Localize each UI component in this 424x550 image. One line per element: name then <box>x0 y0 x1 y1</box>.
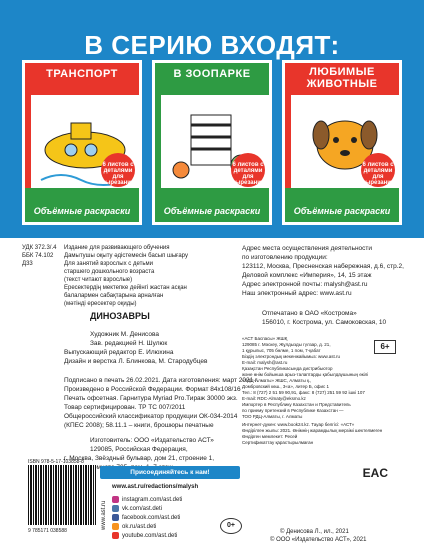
credit-line: Выпускающий редактор Е. Илюхина <box>64 349 174 356</box>
barcode-bars <box>28 465 96 525</box>
kz-line: Сертификаттау қарастырылмаған <box>242 440 314 445</box>
address-line: по изготовлению продукции: <box>242 254 328 261</box>
social-link-text: vk.com/ast.deti <box>122 506 163 513</box>
desc-line: старшего дошкольного возраста <box>64 269 155 275</box>
badge: 6 листов с деталями для вырезания <box>231 153 265 187</box>
desc-line: Издание для развивающего обучения <box>64 245 170 251</box>
series-name: Объёмные раскраски <box>293 206 391 216</box>
address-line: Адрес электронной почты: malysh@ast.ru <box>242 281 368 288</box>
maker-line: Изготовитель: ООО «Издательство АСТ» <box>90 437 214 444</box>
print-line: Произведено в Российской Федерации. Формат 84x108/16 <box>64 386 241 393</box>
credit-line: Зав. редакцией Н. Шулюк <box>90 340 168 347</box>
book-title: В ЗООПАРКЕ <box>173 68 251 80</box>
kz-line: және өнім бойынша арыз-талаптарды қабылдаушының өкілі <box>242 372 369 377</box>
credit-line: Дизайн и верстка Л. Блинкова, М. Стародубцев <box>64 358 208 365</box>
badge: 6 листов с деталями для вырезания <box>101 153 135 187</box>
print-line: (КПЕС 2008); 58.11.1 – книги, брошюры печатные <box>64 422 214 429</box>
social-link-ok[interactable] <box>112 523 156 530</box>
desc-line: Ересектердің мектепке дейінгі жастан асқан <box>64 285 187 291</box>
address-line: Наш электронный адрес: www.ast.ru <box>242 290 352 297</box>
book-cover-transport <box>22 60 142 225</box>
youtube-icon <box>112 532 119 539</box>
kz-line: 1 құрылыс, 705 бөлме, 1 пом, 7-қабат <box>242 348 321 353</box>
kz-line: Өндірілген жылы: 2021. Өнімнің жарамдылық мерзімі шектелмеген <box>242 428 383 433</box>
kz-line: 129085 г. Мәскеу, Жұлдызды гүлзар, д. 21, <box>242 342 331 347</box>
bbk: ББК 74.102 <box>22 253 54 259</box>
desc-line: балалармен сабақтарына арналған <box>64 293 164 299</box>
udk: УДК 372.3/.4 <box>22 245 57 251</box>
kz-line: Импортер в Республику Казахстан и Представитель <box>242 402 351 407</box>
social-link-text: instagram.com/ast.deti <box>122 497 183 504</box>
age-zero-badge: 0+ <box>220 518 242 534</box>
copyright-line: © ООО «Издательство АСТ», 2021 <box>270 537 367 543</box>
kz-line: Біздің электрондық мекенжайымыз: www.ast.ru <box>242 354 341 359</box>
kz-line: Тел.: 8 (727) 2 51 59 90,91, факс: 8 (727) 251 59 92 ішкі 107 <box>242 390 365 395</box>
instagram-icon <box>112 496 119 503</box>
kz-line: Домбровский көш., 3«а», литер Б, офис 1 <box>242 384 329 389</box>
book-title-main: ДИНОЗАВРЫ <box>90 311 150 321</box>
badge: 6 листов с деталями для вырезания <box>361 153 395 187</box>
address-line: 123112, Москва, Пресненская набережная, д.6, стр.2, <box>242 263 404 270</box>
kz-line: E-mail: malysh@ast.ru <box>242 360 288 365</box>
kz-line: Өндірген мемлекет: Ресей <box>242 434 298 439</box>
maker-line: 129085, Российская Федерация, <box>90 446 188 453</box>
facebook-icon <box>112 514 119 521</box>
kz-line: «АСТ Баспасы» ЖШҚ <box>242 336 288 341</box>
barcode <box>28 465 96 535</box>
social-link-facebook[interactable] <box>112 514 180 521</box>
series-heading: В СЕРИЮ ВХОДЯТ: <box>84 30 340 60</box>
series-name: Объёмные раскраски <box>163 206 261 216</box>
series-name: Объёмные раскраски <box>33 206 131 216</box>
address-line: Адрес места осуществления деятельности <box>242 245 373 252</box>
address-line: Деловой комплекс «Империя», 14, 15 этаж <box>242 272 372 279</box>
print-line: Подписано в печать 26.02.2021. Дата изготовления: март 2021 г. <box>64 377 259 384</box>
print-line: Товар сертифицирован. ТР ТС 007/2011 <box>64 404 186 411</box>
desc-line: Для занятий взрослых с детьми <box>64 261 153 267</box>
kz-line: «РДЦ-Алматы» ЖШС, Алматы қ., <box>242 378 312 383</box>
isbn: ISBN 978-5-17-103858-8 <box>28 459 84 465</box>
book-footer <box>25 188 139 222</box>
ok-icon <box>112 523 119 530</box>
copyright-line: © Денисова Л., ил., 2021 <box>280 529 349 535</box>
book-title: ЛЮБИМЫЕ ЖИВОТНЫЕ <box>306 66 378 90</box>
publisher-url[interactable]: www.ast.ru/redactions/malysh <box>112 484 199 490</box>
social-link-instagram[interactable] <box>112 496 182 503</box>
eac-mark: EAC <box>362 466 388 480</box>
join-us-banner: Присоединяйтесь к нам! <box>100 466 240 479</box>
social-link-youtube[interactable] <box>112 532 177 539</box>
vertical-url: www.ast.ru <box>101 500 107 530</box>
book-footer <box>285 188 399 222</box>
maker-line: г. Москва, Звёздный бульвар, дом 21, строение 1, <box>64 455 215 462</box>
social-link-text: facebook.com/ast.deti <box>122 515 181 522</box>
desc-line: Дамытушы оқыту әдістемесін басып шығару <box>64 253 188 259</box>
print-line: Печать офсетная. Гарнитура Myriad Pro.Тираж 30000 экз. <box>64 395 238 402</box>
age-rating-badge: 6+ <box>374 340 396 354</box>
desc-line: (текст читают взрослые) <box>64 277 133 283</box>
printed-line: 156010, г. Кострома, ул. Самоковская, 10 <box>262 319 387 326</box>
vk-icon <box>112 505 119 512</box>
kz-line: Интернет-дүкен: www.book24.kz. Тауар белгісі: «АСТ» <box>242 422 355 427</box>
book-footer <box>155 188 269 222</box>
book-cover-zoo <box>152 60 272 225</box>
kz-line: Қазақстан Республикасында дистрибьютор <box>242 366 333 371</box>
social-link-text: youtube.com/ast.deti <box>122 533 178 540</box>
print-line: Общероссийский классификатор продукции ОК-034-2014 <box>64 413 238 420</box>
kz-line: по приему претензий в Республике Казахстан — <box>242 408 344 413</box>
printed-line: Отпечатано в ОАО «Кострома» <box>262 310 357 317</box>
book-cover-animals <box>282 60 402 225</box>
credit-line: Художник М. Денисова <box>90 331 159 338</box>
author-code: Д33 <box>22 261 33 267</box>
book-title: ТРАНСПОРТ <box>46 68 118 80</box>
desc-line: (мәтінді ересектер оқиды) <box>64 301 137 307</box>
kz-line: E-mail: RDC-Almaty@eksmo.kz <box>242 396 306 401</box>
barcode-digits: 9 785171 038588 <box>28 528 67 534</box>
kz-line: ТОО РДЦ-Алматы, г. Алматы <box>242 414 303 419</box>
social-link-text: ok.ru/ast.deti <box>122 524 157 531</box>
social-link-vk[interactable] <box>112 505 162 512</box>
